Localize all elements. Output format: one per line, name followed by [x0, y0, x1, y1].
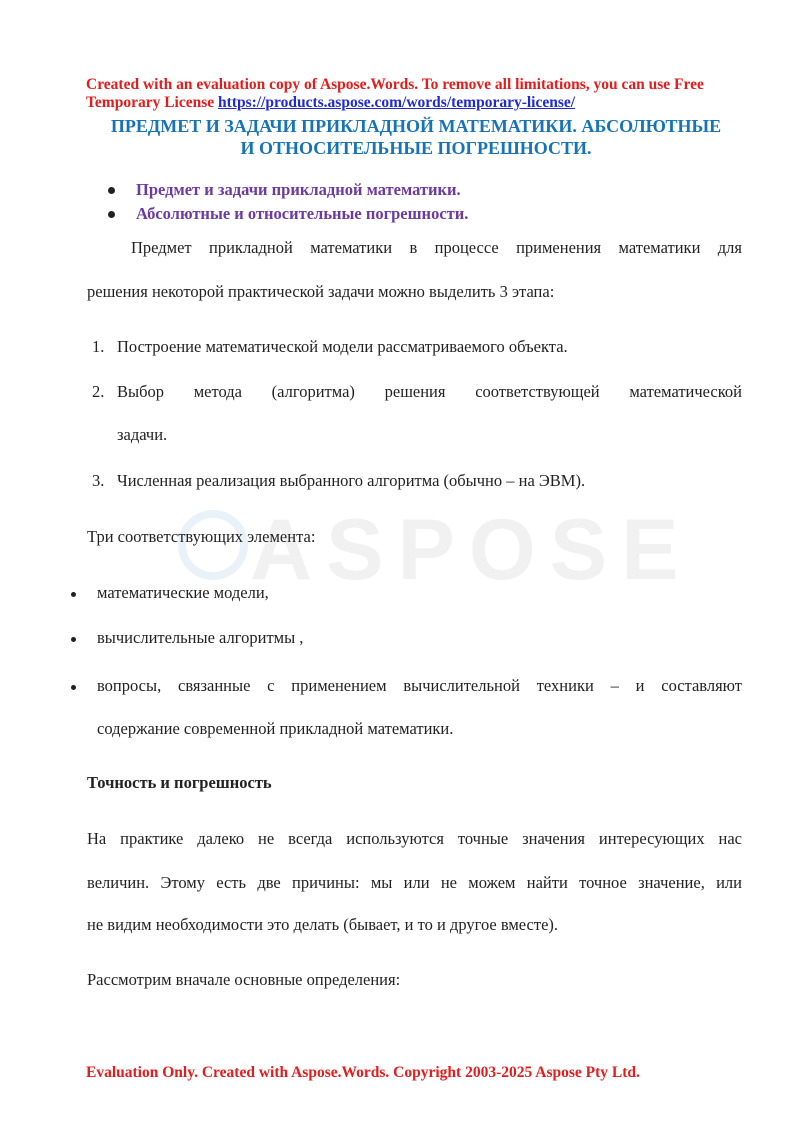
page-title-line2: И ОТНОСИТЕЛЬНЫЕ ПОГРЕШНОСТИ.	[240, 138, 592, 158]
bullet-icon	[71, 685, 76, 690]
step-text: Построение математической модели рассматриваемого объекта.	[117, 337, 568, 356]
step-number: 1.	[92, 337, 105, 356]
section-heading: Точность и погрешность	[87, 773, 272, 792]
page-title-line1: ПРЕДМЕТ И ЗАДАЧИ ПРИКЛАДНОЙ МАТЕМАТИКИ. АБСОЛЮТНЫЕ	[110, 116, 722, 136]
evaluation-header-line2	[86, 94, 746, 112]
page-title	[70, 115, 762, 159]
element-item: вопросы, связанные с применением вычислительной техники – и составляют	[97, 676, 742, 695]
step-text: Выбор метода (алгоритма) решения соответствующей математической	[117, 382, 742, 401]
practice-line2: величин. Этому есть две причины: мы или не можем найти точное значение, или	[87, 873, 742, 892]
topic-list	[108, 179, 468, 227]
step-number: 3.	[92, 471, 105, 490]
topic-label: Предмет и задачи прикладной математики.	[136, 180, 461, 199]
topic-item	[108, 203, 468, 227]
step-number: 2.	[92, 382, 105, 401]
element-item-continued: содержание современной прикладной математики.	[97, 719, 454, 738]
topic-label: Абсолютные и относительные погрешности.	[136, 204, 469, 223]
evaluation-header-prefix: Temporary License	[86, 94, 219, 111]
evaluation-header-line1: Created with an evaluation copy of Aspose.Words. To remove all limitations, you can use Free	[86, 76, 704, 93]
watermark: ASPOSE	[250, 502, 693, 598]
element-item: вычислительные алгоритмы ,	[97, 628, 304, 647]
element-item: математические модели,	[97, 583, 269, 602]
practice-line3: не видим необходимости это делать (бывает, и то и другое вместе).	[87, 915, 559, 934]
definitions-intro: Рассмотрим вначале основные определения:	[87, 970, 401, 989]
evaluation-header	[86, 76, 746, 112]
bullet-icon	[108, 211, 115, 218]
bullet-icon	[71, 637, 76, 642]
bullet-icon	[108, 187, 115, 194]
intro-line2: решения некоторой практической задачи можно выделить 3 этапа:	[87, 282, 555, 301]
step-text: Численная реализация выбранного алгоритма (обычно – на ЭВМ).	[117, 471, 586, 490]
elements-intro: Три соответствующих элемента:	[87, 527, 316, 546]
temporary-license-link[interactable]: https://products.aspose.com/words/temporary-license/	[218, 94, 576, 111]
bullet-icon	[71, 592, 76, 597]
evaluation-footer: Evaluation Only. Created with Aspose.Words. Copyright 2003-2025 Aspose Pty Ltd.	[86, 1064, 640, 1081]
step-text-continued: задачи.	[117, 425, 168, 444]
topic-item	[108, 179, 468, 203]
intro-line1: Предмет прикладной математики в процессе применения математики для	[131, 238, 742, 257]
practice-line1: На практике далеко не всегда используются точные значения интересующих нас	[87, 829, 742, 848]
